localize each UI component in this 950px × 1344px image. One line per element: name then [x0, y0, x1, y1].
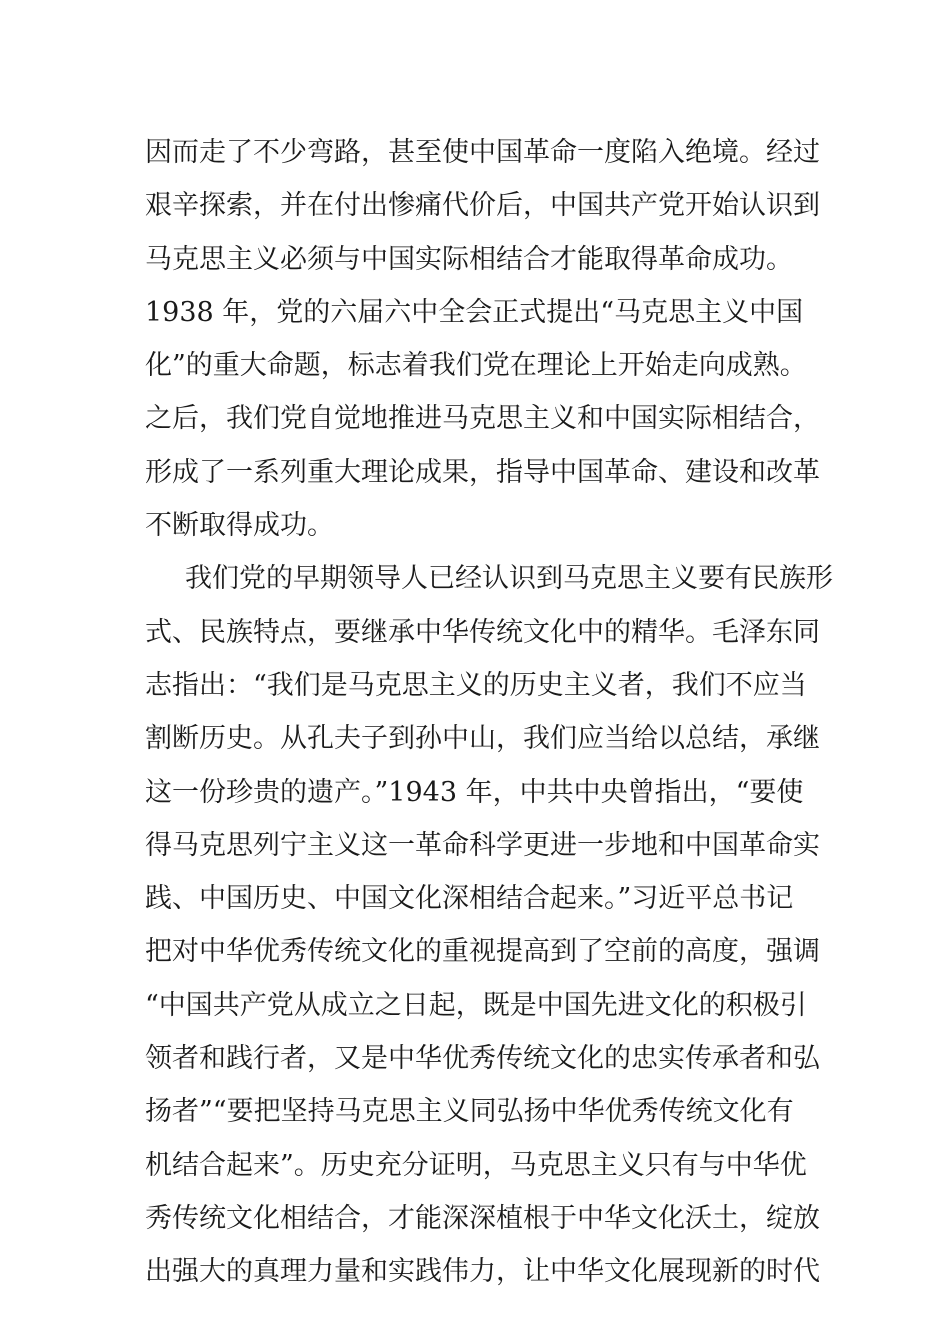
text-line: “中国共产党从成立之日起，既是中国先进文化的积极引 [145, 989, 807, 1021]
text-line: 马克思主义必须与中国实际相结合才能取得革命成功。 [145, 243, 793, 275]
text-line: 得马克思列宁主义这一革命科学更进一步地和中国革命实 [145, 829, 820, 861]
text-line: 艰辛探索，并在付出惨痛代价后，中国共产党开始认识到 [145, 190, 820, 222]
paragraph-first-line: 我们党的早期领导人已经认识到马克思主义要有民族形 [185, 563, 833, 595]
text-line: 1938 年，党的六届六中全会正式提出“马克思主义中国 [145, 296, 804, 328]
text-line: 出强大的真理力量和实践伟力，让中华文化展现新的时代 [145, 1256, 820, 1288]
text-line: 式、民族特点，要继承中华传统文化中的精华。毛泽东同 [145, 616, 820, 648]
text-line: 形成了一系列重大理论成果，指导中国革命、建设和改革 [145, 456, 820, 488]
text-line: 践、中国历史、中国文化深相结合起来。”习近平总书记 [145, 883, 794, 915]
text-line: 把对中华优秀传统文化的重视提高到了空前的高度，强调 [145, 936, 820, 968]
text-line: 因而走了不少弯路，甚至使中国革命一度陷入绝境。经过 [145, 137, 820, 168]
text-line: 这一份珍贵的遗产。”1943 年，中共中央曾指出，“要使 [145, 776, 804, 808]
text-line: 领者和践行者，又是中华优秀传统文化的忠实传承者和弘 [145, 1043, 820, 1075]
text-line: 化”的重大命题，标志着我们党在理论上开始走向成熟。 [145, 350, 807, 382]
text-line: 之后，我们党自觉地推进马克思主义和中国实际相结合， [145, 403, 820, 435]
text-line: 扬者”“要把坚持马克思主义同弘扬中华优秀传统文化有 [145, 1096, 794, 1128]
text-line: 割断历史。从孔夫子到孙中山，我们应当给以总结，承继 [145, 723, 820, 755]
text-line: 秀传统文化相结合，才能深深植根于中华文化沃土，绽放 [145, 1202, 820, 1234]
text-line: 不断取得成功。 [145, 510, 334, 542]
body-text [145, 126, 833, 1299]
text-line: 志指出：“我们是马克思主义的历史主义者，我们不应当 [145, 669, 807, 701]
text-line: 机结合起来”。历史充分证明，马克思主义只有与中华优 [145, 1149, 807, 1181]
